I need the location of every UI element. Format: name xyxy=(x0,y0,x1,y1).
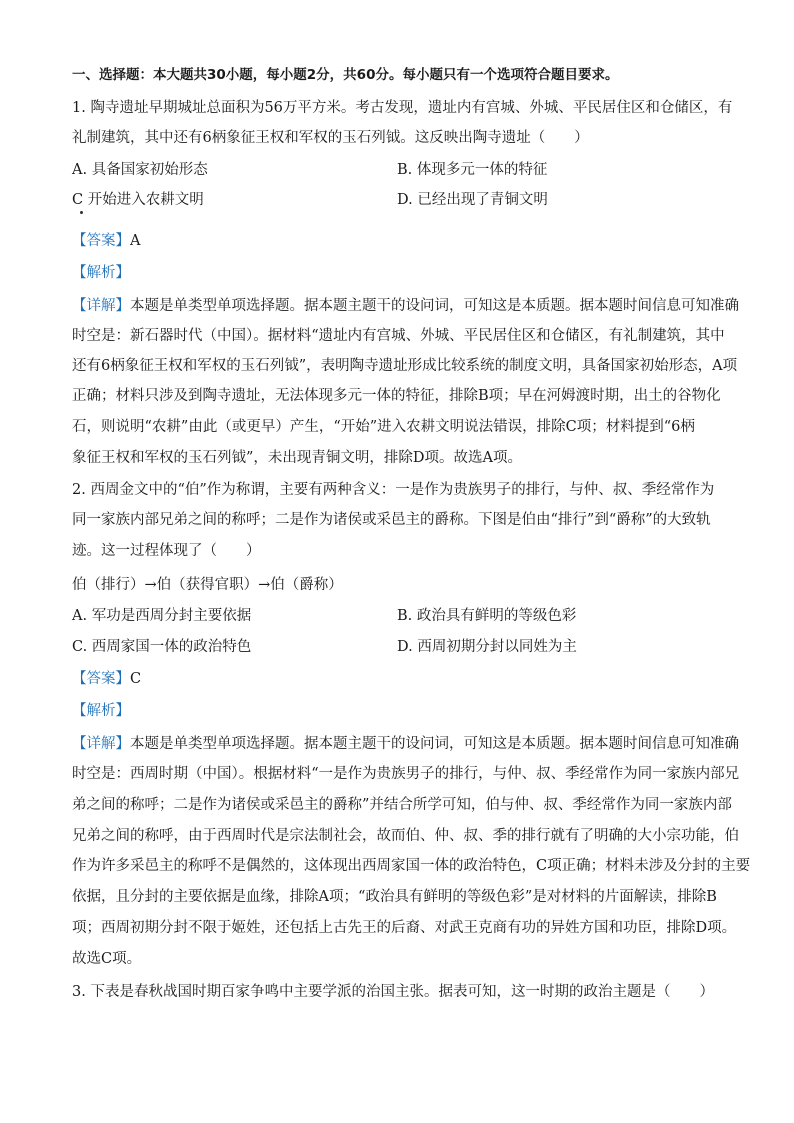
analysis-tag: 【解析】 xyxy=(72,703,130,719)
q1-option-b: B. 体现多元一体的特征 xyxy=(397,162,548,178)
answer-value: C xyxy=(130,671,142,687)
q2-detail-line-2: 时空是：西周时期（中国）。根据材料“一是作为贵族男子的排行，与仲、叔、季经常作为同一家族内部兄 xyxy=(72,766,740,782)
q2-detail-line-6: 依据，且分封的主要依据是血缘，排除A项；“政治具有鲜明的等级色彩”是对材料的片面解读，排除B xyxy=(72,889,717,905)
q2-detail-line-3: 弟之间的称呼；二是作为诸侯或采邑主的爵称”并结合所学可知，伯与仲、叔、季经常作为同一家族内部 xyxy=(72,797,732,813)
q1-detail-line-4: 正确；材料只涉及到陶寺遗址，无法体现多元一体的特征，排除B项；早在河姆渡时期，出土的谷物化 xyxy=(72,388,721,404)
q1-option-d: D. 已经出现了青铜文明 xyxy=(397,192,548,208)
q1-stem-line-1: 1. 陶寺遗址早期城址总面积为56万平方米。考古发现，遗址内有宫城、外城、平民居住区和仓储区，有 xyxy=(72,100,733,116)
q2-analysis-tag xyxy=(72,700,130,722)
q1-option-a: A. 具备国家初始形态 xyxy=(72,162,208,178)
q1-answer xyxy=(72,230,140,252)
q2-stem-line-3: 迹。这一过程体现了（ ） xyxy=(72,543,261,559)
analysis-tag: 【解析】 xyxy=(72,265,130,281)
q1-detail-line-1 xyxy=(72,295,739,317)
section-header: 一、选择题：本大题共30小题，每小题2分，共60分。每小题只有一个选项符合题目要求。 xyxy=(72,67,619,83)
q2-stem-line-2: 同一家族内部兄弟之间的称呼；二是作为诸侯或采邑主的爵称。下图是伯由“排行”到“爵称”的大致轨 xyxy=(72,512,711,528)
q2-detail-line-8: 故选C项。 xyxy=(72,951,142,967)
q1-stem-line-2: 礼制建筑，其中还有6柄象征王权和军权的玉石列钺。这反映出陶寺遗址（ ） xyxy=(72,130,589,146)
q2-flow: 伯（排行）→伯（获得官职）→伯（爵称） xyxy=(72,577,343,593)
q2-stem-line-1: 2. 西周金文中的“伯”作为称谓，主要有两种含义：一是作为贵族男子的排行，与仲、叔、季经常作为 xyxy=(72,482,715,498)
q2-answer xyxy=(72,668,141,690)
answer-tag: 【答案】 xyxy=(72,233,130,249)
q1-detail-line-6: 象征王权和军权的玉石列钺”，未出现青铜文明，排除D项。故选A项。 xyxy=(72,450,523,466)
q2-option-d: D. 西周初期分封以同姓为主 xyxy=(397,639,577,655)
answer-tag: 【答案】 xyxy=(72,671,130,687)
detail-tag: 【详解】 xyxy=(72,736,130,752)
detail-text: 本题是单类型单项选择题。据本题主题干的设问词，可知这是本质题。据本题时间信息可知准确 xyxy=(130,298,739,314)
q2-detail-line-4: 兄弟之间的称呼，由于西周时代是宗法制社会，故而伯、仲、叔、季的排行就有了明确的大小宗功能，伯 xyxy=(72,828,739,844)
q2-option-c: C. 西周家国一体的政治特色 xyxy=(72,639,252,655)
q1-detail-line-3: 还有6柄象征王权和军权的玉石列钺”，表明陶寺遗址形成比较系统的制度文明，具备国家初始形态，A项 xyxy=(72,358,738,374)
q1-option-c: C 开始进入农耕文明 xyxy=(72,192,204,208)
q2-option-b: B. 政治具有鲜明的等级色彩 xyxy=(397,608,577,624)
answer-value: A xyxy=(130,233,141,249)
q2-detail-line-5: 作为许多采邑主的称呼不是偶然的，这体现出西周家国一体的政治特色，C项正确；材料未涉及分封的主要 xyxy=(72,858,751,874)
q2-detail-line-1 xyxy=(72,733,739,755)
detail-tag: 【详解】 xyxy=(72,298,130,314)
detail-text: 本题是单类型单项选择题。据本题主题干的设问词，可知这是本质题。据本题时间信息可知准确 xyxy=(130,736,739,752)
q1-analysis-tag xyxy=(72,262,130,284)
q2-option-a: A. 军功是西周分封主要依据 xyxy=(72,608,252,624)
q1-detail-line-5: 石，则说明“农耕”由此（或更早）产生，“开始”进入农耕文明说法错误，排除C项；材料提到“6柄 xyxy=(72,419,695,435)
q1-detail-line-2: 时空是：新石器时代（中国）。据材料“遗址内有宫城、外城、平民居住区和仓储区，有礼制建筑，其中 xyxy=(72,328,725,344)
q3-stem: 3. 下表是春秋战国时期百家争鸣中主要学派的治国主张。据表可知，这一时期的政治主题是（ ） xyxy=(72,984,714,1000)
stray-dot xyxy=(80,211,83,214)
q2-detail-line-7: 项；西周初期分封不限于姬姓，还包括上古先王的后裔、对武王克商有功的异姓方国和功臣，排除D项。 xyxy=(72,920,737,936)
